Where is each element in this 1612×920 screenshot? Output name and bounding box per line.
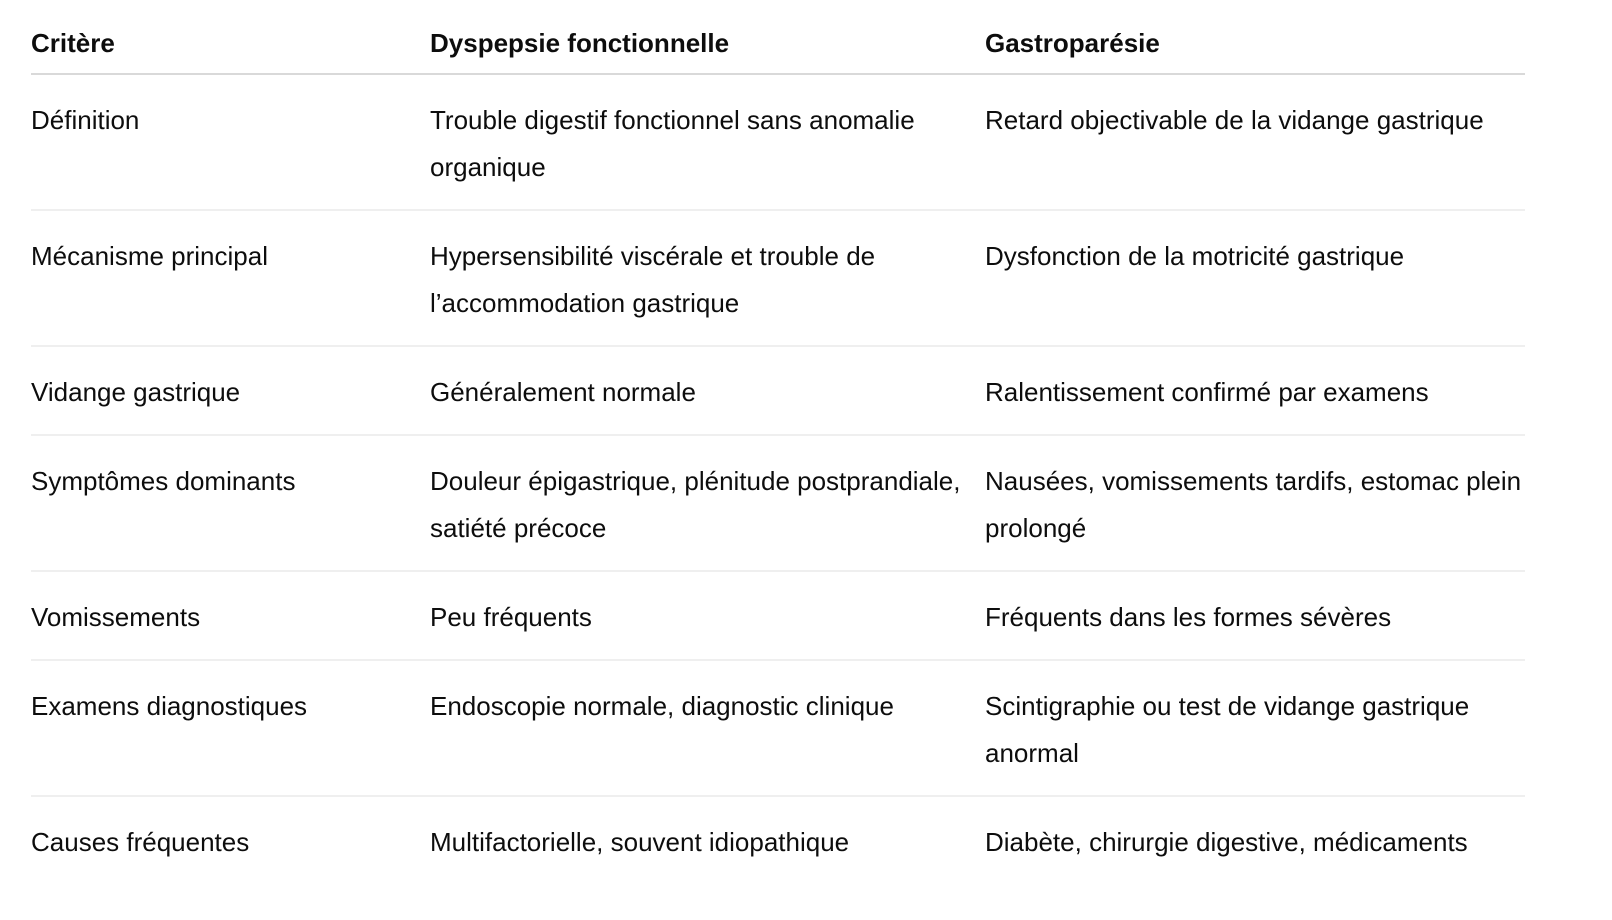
gastroparesis-cell: Ralentissement confirmé par examens xyxy=(985,346,1525,435)
gastroparesis-cell: Fréquents dans les formes sévères xyxy=(985,571,1525,660)
header-functional-dyspepsia: Dyspepsie fonctionnelle xyxy=(430,0,985,74)
criterion-cell: Vomissements xyxy=(31,571,430,660)
comparison-table xyxy=(31,0,1525,884)
gastroparesis-cell: Diabète, chirurgie digestive, médicaments xyxy=(985,827,1468,857)
table-row xyxy=(31,660,1525,796)
gastroparesis-cell: Nausées, vomissements tardifs, estomac plein prolongé xyxy=(985,435,1525,571)
dyspepsia-cell: Douleur épigastrique, plénitude postprandiale, satiété précoce xyxy=(430,435,985,571)
table-row xyxy=(31,210,1525,346)
header-gastroparesis: Gastroparésie xyxy=(985,0,1525,74)
header-criterion: Critère xyxy=(31,0,430,74)
dyspepsia-cell: Trouble digestif fonctionnel sans anomalie organique xyxy=(430,74,985,210)
gastroparesis-cell: Retard objectivable de la vidange gastrique xyxy=(985,74,1525,210)
dyspepsia-cell: Endoscopie normale, diagnostic clinique xyxy=(430,660,985,796)
table-row xyxy=(31,74,1525,210)
criterion-cell: Causes fréquentes xyxy=(31,827,250,857)
gastroparesis-cell: Scintigraphie ou test de vidange gastrique anormal xyxy=(985,660,1525,796)
table-row xyxy=(31,796,1525,884)
dyspepsia-cell: Généralement normale xyxy=(430,346,985,435)
criterion-cell: Définition xyxy=(31,74,430,210)
table-header-row xyxy=(31,0,1525,74)
criterion-cell: Examens diagnostiques xyxy=(31,660,430,796)
dyspepsia-cell: Peu fréquents xyxy=(430,571,985,660)
table-row xyxy=(31,571,1525,660)
dyspepsia-cell: Multifactorielle, souvent idiopathique xyxy=(430,827,850,857)
dyspepsia-cell: Hypersensibilité viscérale et trouble de l’accommodation gastrique xyxy=(430,210,985,346)
table-row xyxy=(31,435,1525,571)
criterion-cell: Mécanisme principal xyxy=(31,210,430,346)
criterion-cell: Symptômes dominants xyxy=(31,435,430,571)
criterion-cell: Vidange gastrique xyxy=(31,346,430,435)
table-row xyxy=(31,346,1525,435)
gastroparesis-cell: Dysfonction de la motricité gastrique xyxy=(985,210,1525,346)
